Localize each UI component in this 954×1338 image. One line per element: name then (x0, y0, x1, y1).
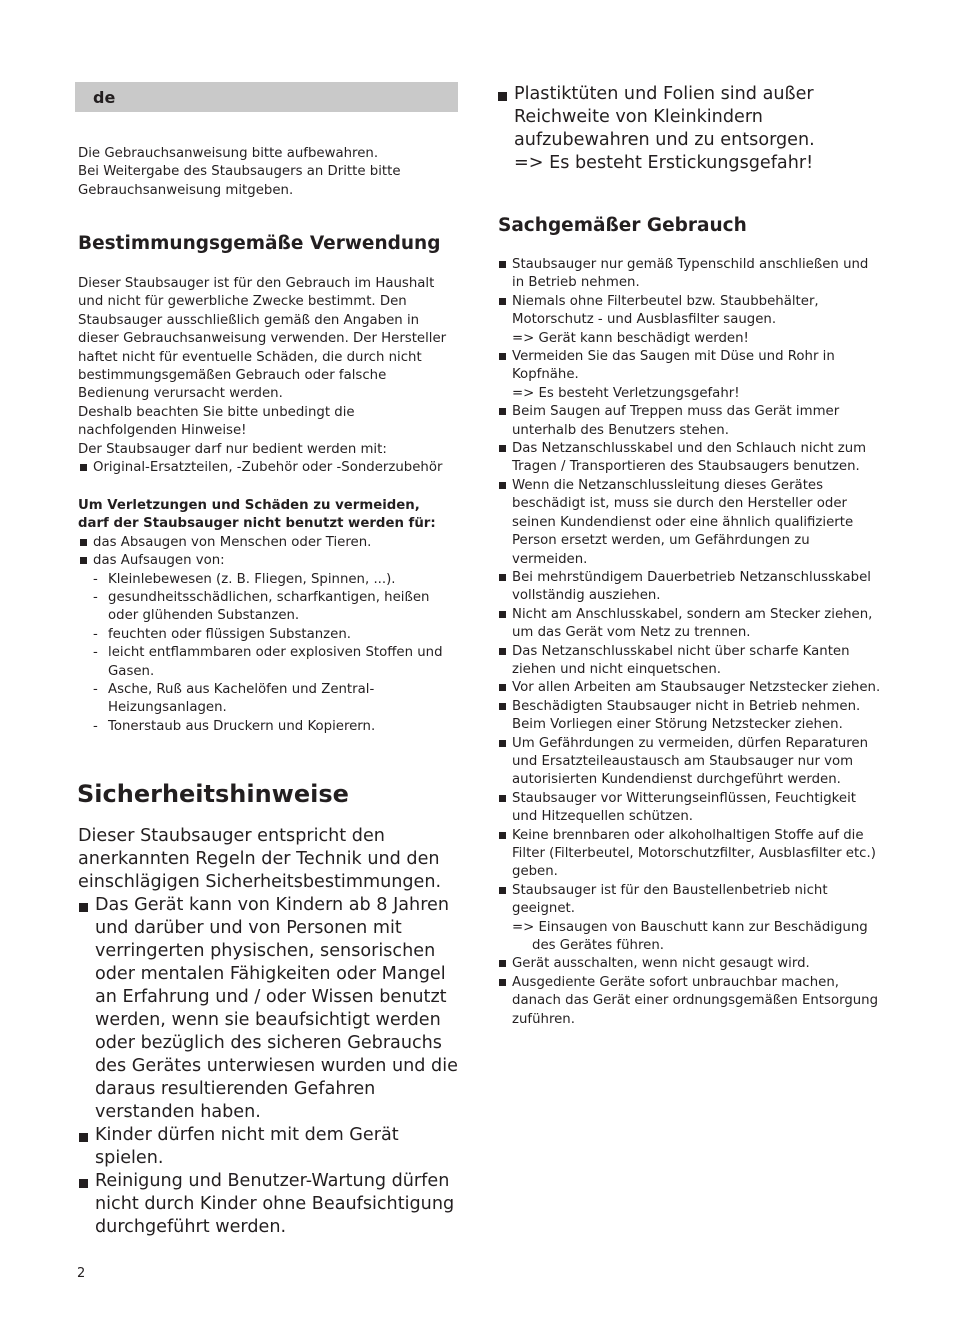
intro-line-2: Bei Weitergabe des Staubsaugers an Dritte bitte Gebrauchsanweisung mitgeben. (78, 164, 401, 198)
proper-use-item: Bei mehrstündigem Dauerbetrieb Netzanschlusskabel vollständig ausziehen. (497, 569, 882, 606)
misuse-list (78, 534, 443, 571)
safety-body (78, 825, 458, 1239)
proper-use-item: Gerät ausschalten, wenn nicht gesaugt wird. (497, 955, 882, 973)
safety-intro: Dieser Staubsauger entspricht den anerkannten Regeln der Technik und den einschlägigen Sicherheitsbestimmungen. (78, 826, 442, 892)
safety-item: Kinder dürfen nicht mit dem Gerät spielen. (78, 1124, 458, 1170)
proper-use-item (497, 882, 882, 956)
intended-use-body (78, 275, 456, 477)
proper-use-item: Staubsauger vor Witterungseinflüssen, Feuchtigkeit und Hitzequellen schützen. (497, 790, 882, 827)
warning-damage: => Gerät kann beschädigt werden! (512, 330, 749, 346)
misuse-sublist (78, 571, 443, 737)
proper-use-item: Nicht am Anschlusskabel, sondern am Stecker ziehen, um das Gerät vom Netz zu trennen. (497, 606, 882, 643)
safety-heading: Sicherheitshinweise (77, 780, 349, 808)
language-tab (75, 82, 458, 112)
misuse-subitem: - leicht entflammbaren oder explosiven Stoffen und Gasen. (78, 644, 443, 681)
proper-use-item-text: Niemals ohne Filterbeutel bzw. Staubbehälter, Motorschutz - und Ausblasfilter saugen. (512, 293, 819, 328)
misuse-subitem: - Tonerstaub aus Druckern und Kopierern. (78, 718, 443, 736)
proper-use-item (497, 348, 857, 403)
misuse-subitem: - Kleinlebewesen (z. B. Fliegen, Spinnen, ...). (78, 571, 443, 589)
misuse-item: das Absaugen von Menschen oder Tieren. (78, 534, 443, 552)
page-number: 2 (77, 1266, 86, 1281)
intended-use-paragraph: Dieser Staubsauger ist für den Gebrauch im Haushalt und nicht für gewerbliche Zwecke bestimmt. Den Staubsauger ausschließlich gemäß den Angaben in dieser Gebrauchsanweisung verwenden. Der Hersteller haftet nicht für eventuelle Schäden, die durch nicht bestimmungsgemäßen Gebrauch oder falsche Bedienung verursacht werden. (78, 276, 447, 402)
proper-use-item: Staubsauger nur gemäß Typenschild anschließen und in Betrieb nehmen. (497, 256, 882, 293)
safety-section (77, 779, 462, 809)
proper-use-item-text: Vermeiden Sie das Saugen mit Düse und Rohr in Kopfnähe. (512, 349, 835, 383)
intro-text (78, 145, 463, 200)
proper-use-list (497, 256, 882, 1029)
safety-item: Das Gerät kann von Kindern ab 8 Jahren und darüber und von Personen mit verringerten physischen, sensorischen oder mentalen Fähigkeiten oder Mangel an Erfahrung und / oder Wissen benutzt werden, wenn sie beaufsichtigt werden oder bezüglich des sicheren Gebrauchs des Gerätes unterwiesen wurden und die daraus resultierenden Gefahren verstanden haben. (78, 894, 458, 1124)
safety-item: Reinigung und Benutzer-Wartung dürfen nicht durch Kinder ohne Beaufsichtigung durchgeführt werden. (78, 1170, 458, 1239)
proper-use-body (497, 256, 882, 1029)
misuse-subitem: - Asche, Ruß aus Kachelöfen und Zentral-Heizungsanlagen. (78, 681, 443, 718)
proper-use-item: Vor allen Arbeiten am Staubsauger Netzstecker ziehen. (497, 679, 882, 697)
proper-use-item: Beim Saugen auf Treppen muss das Gerät immer unterhalb des Benutzers stehen. (497, 403, 882, 440)
warning-injury: => Es besteht Verletzungsgefahr! (512, 385, 740, 401)
language-code: de (93, 88, 116, 107)
misuse-item: das Aufsaugen von: (78, 552, 443, 570)
misuse-subitem: - gesundheitsschädlichen, scharfkantigen, heißen oder glühenden Substanzen. (78, 589, 443, 626)
warning-construction: => Einsaugen von Bauschutt kann zur Beschädigung des Gerätes führen. (512, 919, 868, 954)
intended-use-paragraph-2: Deshalb beachten Sie bitte unbedingt die nachfolgenden Hinweise! (78, 404, 355, 439)
proper-use-item-text: Staubsauger ist für den Baustellenbetrieb nicht geeignet. (512, 882, 828, 917)
plastic-item (497, 83, 857, 175)
proper-use-item: Ausgediente Geräte sofort unbrauchbar machen, danach das Gerät einer ordnungsgemäßen Entsorgung zuführen. (497, 974, 882, 1029)
misuse-heading: Um Verletzungen und Schäden zu vermeiden, darf der Staubsauger nicht benutzt werden für: (78, 498, 436, 532)
misuse-section (78, 497, 443, 736)
accessory-item: Original-Ersatzteilen, -Zubehör oder -Sonderzubehör (78, 459, 456, 477)
proper-use-section (498, 214, 883, 238)
plastic-warning-block (497, 83, 857, 175)
safety-list (78, 894, 458, 1239)
proper-use-item: Das Netzanschlusskabel nicht über scharfe Kanten ziehen und nicht einquetschen. (497, 643, 882, 680)
plastic-text: Plastiktüten und Folien sind außer Reichweite von Kleinkindern aufzubewahren und zu entsorgen. (514, 84, 815, 150)
proper-use-item: Um Gefährdungen zu vermeiden, dürfen Reparaturen und Ersatzteileaustausch am Staubsauger nur vom autorisierten Kundendienst durchgeführt werden. (497, 735, 882, 790)
proper-use-item: Wenn die Netzanschlussleitung dieses Gerätes beschädigt ist, muss sie durch den Hersteller oder seinen Kundendienst oder eine ähnlich qualifizierte Person ersetzt werden, um Gefährdungen zu vermeiden. (497, 477, 882, 569)
intended-use-paragraph-3: Der Staubsauger darf nur bedient werden mit: (78, 441, 387, 457)
proper-use-item: Keine brennbaren oder alkoholhaltigen Stoffe auf die Filter (Filterbeutel, Motorschutzfilter, Ausblasfilter etc.) geben. (497, 827, 882, 882)
accessory-list (78, 459, 456, 477)
proper-use-item: Beschädigten Staubsauger nicht in Betrieb nehmen. Beim Vorliegen einer Störung Netzstecker ziehen. (497, 698, 882, 735)
intended-use-heading: Bestimmungsgemäße Verwendung (78, 233, 441, 254)
intro-line-1: Die Gebrauchsanweisung bitte aufbewahren. (78, 146, 379, 161)
misuse-subitem: - feuchten oder flüssigen Substanzen. (78, 626, 443, 644)
proper-use-item: Das Netzanschlusskabel und den Schlauch nicht zum Tragen / Transportieren des Staubsaugers benutzen. (497, 440, 882, 477)
plastic-warning: => Es besteht Erstickungsgefahr! (514, 153, 814, 173)
proper-use-item (497, 293, 822, 348)
plastic-list (497, 83, 857, 175)
intended-use-section (78, 232, 463, 256)
proper-use-heading: Sachgemäßer Gebrauch (498, 215, 747, 236)
